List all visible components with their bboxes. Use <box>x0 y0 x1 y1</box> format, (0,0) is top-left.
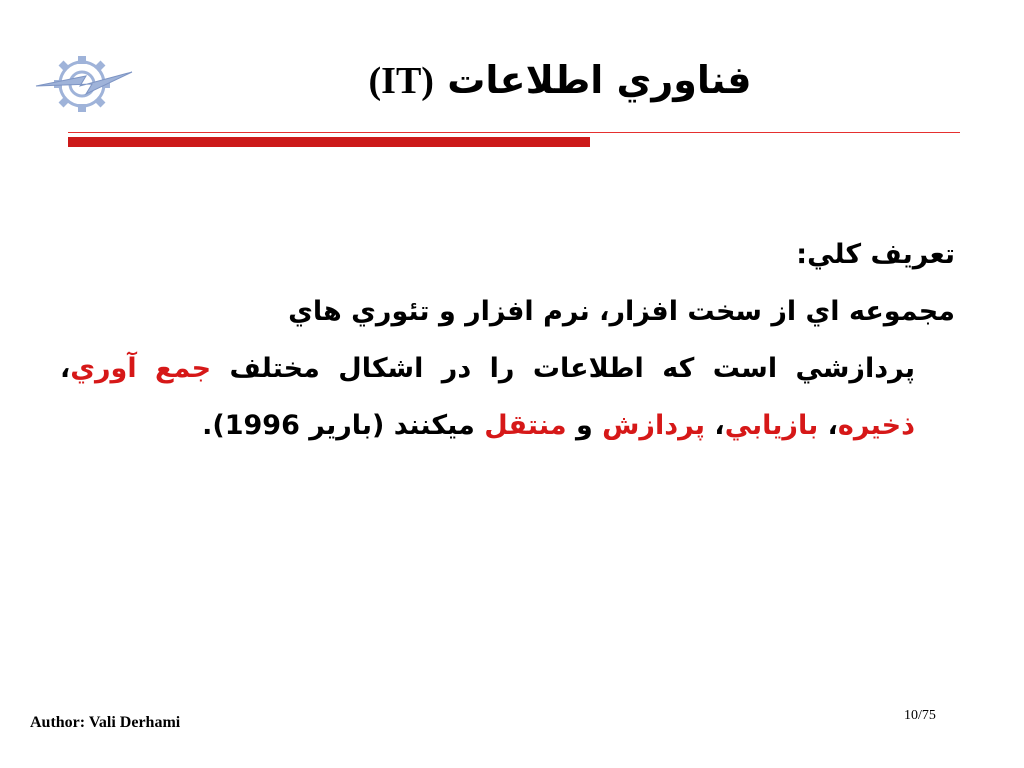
term-transfer: منتقل <box>484 410 567 441</box>
conjunction: و <box>566 410 603 441</box>
title-text: فناوري اطلاعات <box>447 58 752 102</box>
separator-3: ، <box>705 410 725 441</box>
page-number: 10/75 <box>904 708 936 723</box>
separator-1: ، <box>60 353 71 384</box>
definition-paragraph <box>60 340 955 454</box>
term-process: پردازش <box>602 410 706 441</box>
term-collect: جمع آوري <box>70 353 212 384</box>
author-credit: Author: Vali Derhami <box>30 714 181 731</box>
term-retrieve: بازيابي <box>724 410 819 441</box>
slide-title <box>200 58 920 103</box>
separator-2: ، <box>818 410 838 441</box>
title-underline-thin <box>68 132 960 133</box>
term-store: ذخيره <box>837 410 915 441</box>
slide-body <box>60 226 955 454</box>
definition-line-2: پردازشي است كه اطلاعات را در اشكال مختلف <box>211 353 916 384</box>
definition-suffix: ميكنند (بارير 1996). <box>202 410 485 441</box>
title-underline-bar <box>68 137 590 147</box>
definition-line-1: مجموعه اي از سخت افزار، نرم افزار و تئوري هاي <box>288 296 955 327</box>
definition-heading: تعريف كلي: <box>796 239 955 270</box>
gear-lightning-logo-icon <box>34 46 134 122</box>
title-abbreviation: (IT) <box>368 60 434 102</box>
